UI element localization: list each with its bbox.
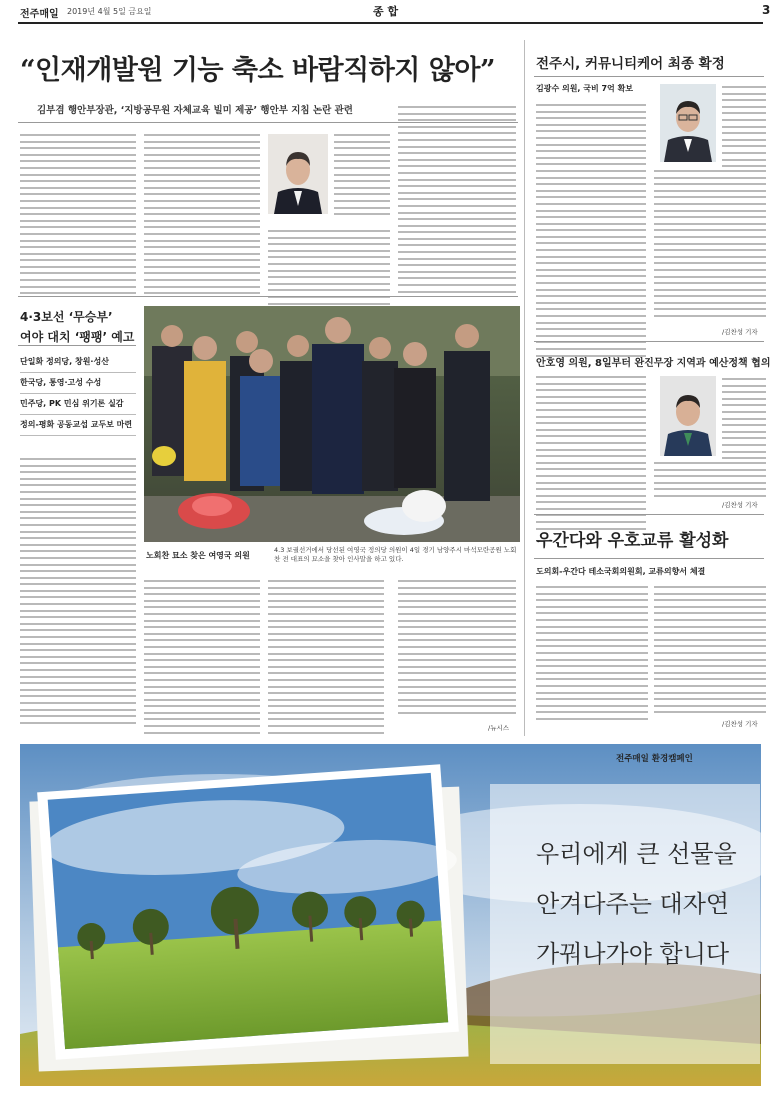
side2-body-col2-top <box>722 378 766 464</box>
side2-byline: /김찬성 기자 <box>722 501 758 509</box>
uganda-headline: 우간다와 우호교류 활성화 <box>536 531 729 551</box>
election-subhead-2: 한국당, 통영·고성 수성 <box>20 373 136 394</box>
portrait-kim-bugyeom <box>268 134 328 214</box>
election-headline: 여야 대치 ‘팽팽’ 예고 <box>20 330 135 344</box>
photo-title: 노회찬 묘소 찾은 여영국 의원 <box>146 551 250 560</box>
uganda-byline: /김찬성 기자 <box>722 720 758 728</box>
campaign-line-2: 안겨다주는 대자연 <box>536 890 730 918</box>
side2-body-col1 <box>536 376 646 534</box>
masthead-rule <box>18 22 763 24</box>
uganda-rule <box>534 558 764 559</box>
section-name: 종 합 <box>373 5 399 18</box>
lead-body-col2 <box>144 134 260 299</box>
election-subheads <box>20 352 136 436</box>
lead-deck: 김부겸 행안부장관, ‘지방공무원 자체교육 빌미 제공’ 행안부 지침 논란 관련 <box>37 105 353 116</box>
side1-bottom-rule <box>534 341 764 342</box>
campaign-ad <box>20 744 761 1086</box>
side2-bottom-rule <box>534 514 764 515</box>
lead-body-col1 <box>20 134 136 299</box>
election-body-col1 <box>20 458 136 728</box>
side1-body-col2 <box>654 170 766 322</box>
issue-date: 2019년 4월 5일 금요일 <box>67 7 152 16</box>
election-subhead-1: 단일화 정의당, 창원·성산 <box>20 352 136 373</box>
side2-body-col2 <box>654 462 766 502</box>
campaign-label: 전주매일 환경캠페인 <box>616 754 693 764</box>
paper-name: 전주매일 <box>20 9 59 20</box>
lead-body-col3-top <box>334 134 390 220</box>
side2-headline: 안호영 의원, 8일부터 완진무장 지역과 예산정책 협의 <box>536 358 771 369</box>
lead-bottom-rule <box>18 296 518 297</box>
election-rule <box>18 345 136 346</box>
election-subhead-3: 민주당, PK 민심 위기론 실감 <box>20 394 136 415</box>
side1-body-col1 <box>536 104 646 361</box>
side1-deck: 김광수 의원, 국비 7억 확보 <box>536 84 634 93</box>
election-subhead-4: 정의-평화 공동교섭 교두보 마련 <box>20 415 136 436</box>
portrait-an-hoyoung <box>660 376 716 456</box>
side1-body-col2-top <box>722 86 766 172</box>
uganda-body-col2 <box>654 586 766 718</box>
page-number: 3 <box>762 3 771 17</box>
election-body-col2 <box>144 580 260 738</box>
column-divider <box>524 40 525 736</box>
side1-rule <box>534 76 764 77</box>
lead-body-col3 <box>268 230 390 316</box>
main-photo <box>144 306 520 542</box>
lead-headline: “인재개발원 기능 축소 바람직하지 않아” <box>20 55 495 86</box>
election-body-col3 <box>268 580 384 738</box>
election-kicker: 4·3보선 ‘무승부’ <box>20 310 113 324</box>
campaign-line-3: 가꿔나가야 합니다 <box>536 940 730 968</box>
campaign-line-1: 우리에게 큰 선물을 <box>536 840 737 868</box>
lead-body-col4 <box>398 106 516 297</box>
uganda-deck: 도의회-우간다 테소국회의원회, 교류의향서 체결 <box>536 567 706 576</box>
election-body-col4 <box>398 580 516 718</box>
photo-caption: 4.3 보궐선거에서 당선된 여영국 정의당 의원이 4일 경기 남양주시 마석모란공원 노회찬 전 대표의 묘소을 찾아 인사말을 하고 있다. <box>274 546 517 563</box>
side1-headline: 전주시, 커뮤니티케어 최종 확정 <box>536 56 725 72</box>
uganda-body-col1 <box>536 586 648 724</box>
election-byline: /뉴시스 <box>488 724 510 732</box>
portrait-kim-gwangsu <box>660 84 716 162</box>
side1-byline: /김찬성 기자 <box>722 328 758 336</box>
